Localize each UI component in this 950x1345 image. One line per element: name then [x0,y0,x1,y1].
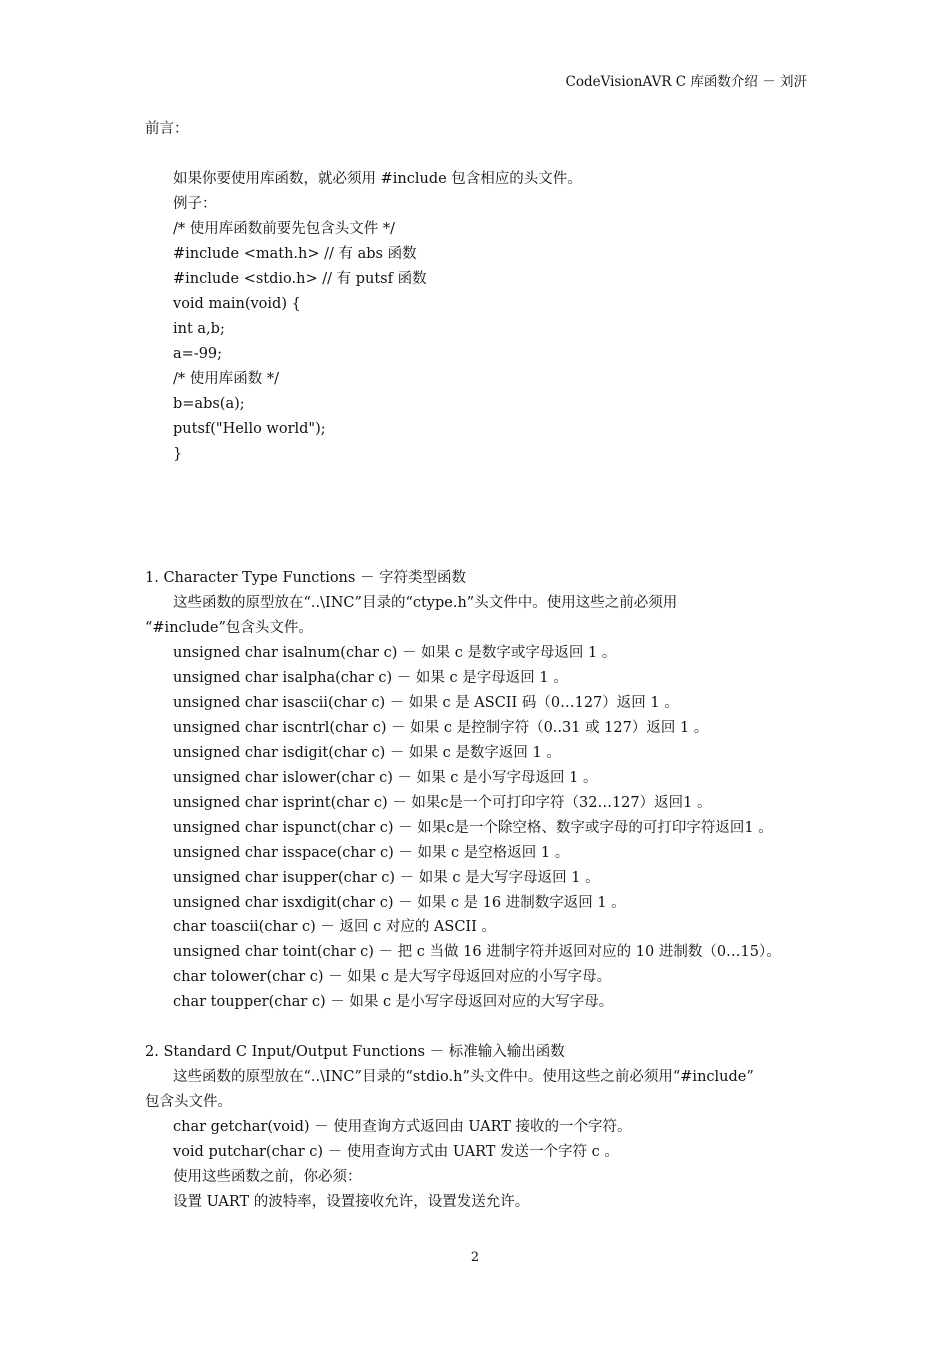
function-entry: unsigned char isalpha(char c) － 如果 c 是字母返回 1 。 [173,670,568,686]
paragraph-line: 设置 UART 的波特率，设置接收允许，设置发送允许。 [173,1194,530,1210]
code-line: /* 使用库函数 */ [173,371,279,387]
function-entry: unsigned char ispunct(char c) － 如果c是一个除空格、数字或字母的可打印字符返回1 。 [173,820,773,836]
function-entry: char toascii(char c) － 返回 c 对应的 ASCII 。 [173,919,496,935]
code-line: #include <math.h> // 有 abs 函数 [173,246,417,262]
code-line: void main(void) { [173,296,301,312]
preface-intro: 如果你要使用库函数，就必须用 #include 包含相应的头文件。 [173,171,582,187]
function-entry: char toupper(char c) － 如果 c 是小写字母返回对应的大写字母。 [173,994,614,1010]
code-line: b=abs(a); [173,396,245,412]
function-entry: unsigned char isupper(char c) － 如果 c 是大写字母返回 1 。 [173,870,600,886]
function-entry: char tolower(char c) － 如果 c 是大写字母返回对应的小写字母。 [173,969,612,985]
code-line: putsf("Hello world"); [173,421,326,437]
section-description: 这些函数的原型放在“..\INC”目录的“stdio.h”头文件中。使用这些之前必须用“#include” [173,1069,754,1085]
function-entry: unsigned char iscntrl(char c) － 如果 c 是控制字符（0..31 或 127）返回 1 。 [173,720,709,736]
function-entry: unsigned char isspace(char c) － 如果 c 是空格返回 1 。 [173,845,570,861]
function-entry: unsigned char isprint(char c) － 如果c是一个可打印字符（32…127）返回1 。 [173,795,712,811]
code-line: /* 使用库函数前要先包含头文件 */ [173,221,395,237]
function-entry: unsigned char toint(char c) － 把 c 当做 16 进制字符并返回对应的 10 进制数（0…15）。 [173,944,781,960]
section-heading-standard-io: 2. Standard C Input/Output Functions － 标准输入输出函数 [145,1044,565,1060]
paragraph-line: 使用这些函数之前，你必须： [173,1169,362,1185]
section-description: 包含头文件。 [145,1094,232,1110]
section-description: “#include”包含头文件。 [145,620,313,636]
function-entry: unsigned char isxdigit(char c) － 如果 c 是 16 进制数字返回 1 。 [173,895,626,911]
section-heading-character-type: 1. Character Type Functions － 字符类型函数 [145,570,467,586]
code-line: int a,b; [173,321,225,337]
function-entry: unsigned char isdigit(char c) － 如果 c 是数字返回 1 。 [173,745,561,761]
function-entry: unsigned char islower(char c) － 如果 c 是小写字母返回 1 。 [173,770,598,786]
code-line: a=-99; [173,346,223,362]
page-number: 2 [470,1250,480,1265]
section-description: 这些函数的原型放在“..\INC”目录的“ctype.h”头文件中。使用这些之前必须用 [173,595,678,611]
function-entry: unsigned char isalnum(char c) － 如果 c 是数字或字母返回 1 。 [173,645,617,661]
preface-heading: 前言： [145,121,189,137]
page-header: CodeVisionAVR C 库函数介绍 － 刘汧 [565,74,807,90]
function-entry: unsigned char isascii(char c) － 如果 c 是 ASCII 码（0…127）返回 1 。 [173,695,679,711]
code-line: #include <stdio.h> // 有 putsf 函数 [173,271,427,287]
function-entry: char getchar(void) － 使用查询方式返回由 UART 接收的一个字符。 [173,1119,632,1135]
function-entry: void putchar(char c) － 使用查询方式由 UART 发送一个字符 c 。 [173,1144,619,1160]
code-line: } [173,446,183,462]
example-label: 例子： [173,196,217,212]
